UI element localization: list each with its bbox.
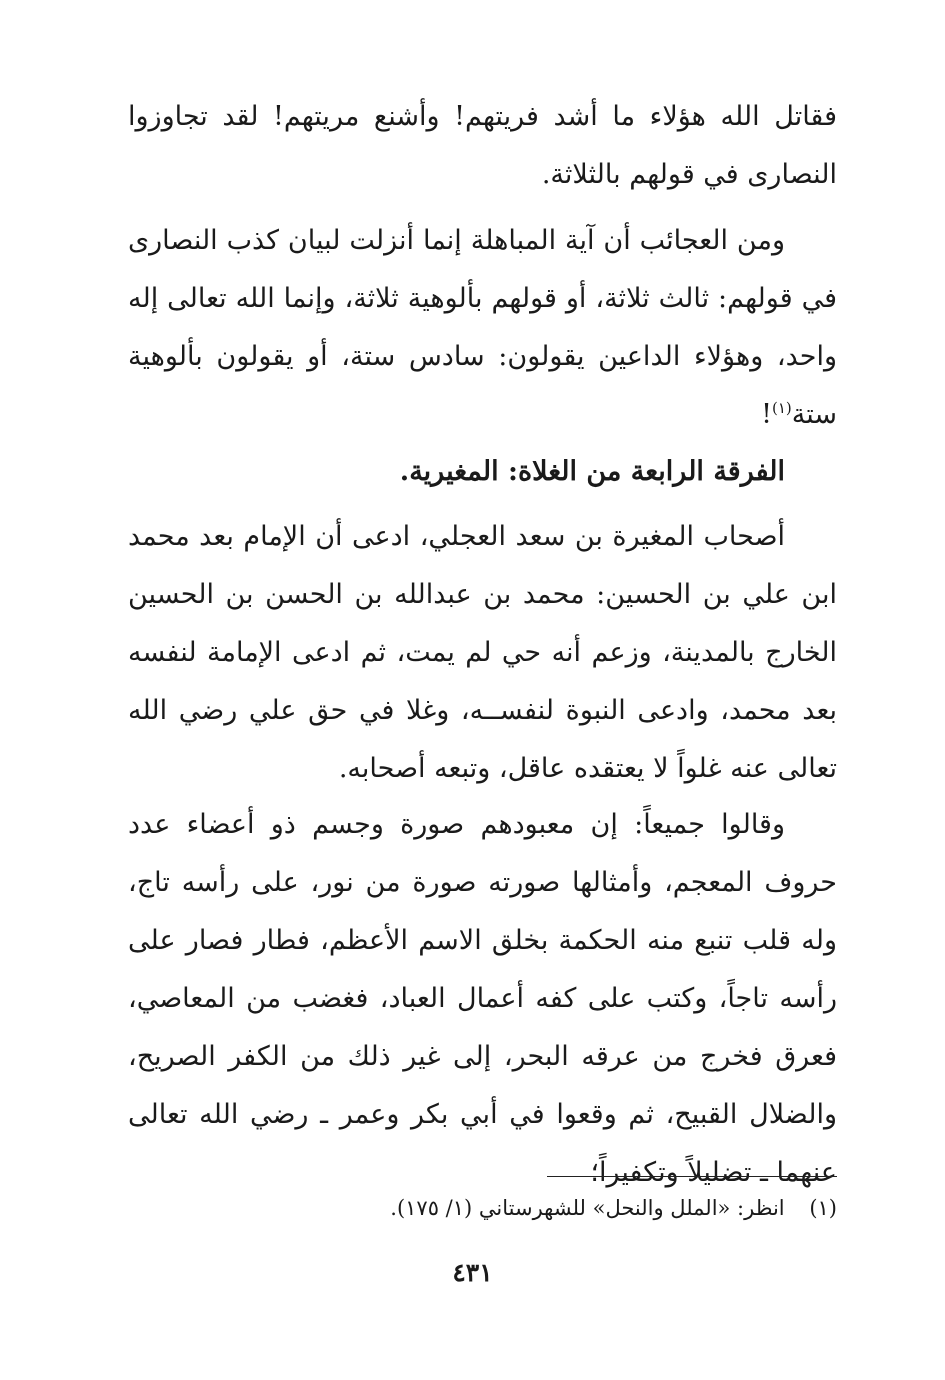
paragraph-2 <box>128 212 837 444</box>
paragraph-4 <box>128 796 837 1202</box>
paragraph-3-text: أصحاب المغيرة بن سعد العجلي، ادعى أن الإمام بعد محمد ابن علي بن الحسين: محمد بن عبدالله بن الحسن بن الحسين الخارج بالمدينة، وزعم أنه حي لم يمت، ثم ادعى الإمامة لنفسه بعد محمد، وادعى النبوة لنفســه، وغلا في حق علي رضي الله تعالى عنه غلواً لا يعتقده عاقل، وتبعه أصحابه. <box>128 521 837 784</box>
paragraph-3 <box>128 508 837 798</box>
footnote-divider <box>547 1176 837 1177</box>
paragraph-1 <box>128 88 837 204</box>
paragraph-4-text: وقالوا جميعاً: إن معبودهم صورة وجسم ذو أعضاء عدد حروف المعجم، وأمثالها صورته صورة من نور، على رأسه تاج، وله قلب تنبع منه الحكمة بخلق الاسم الأعظم، فطار فصار على رأسه تاجاً، وكتب على كفه أعمال العباد، فغضب من المعاصي، فعرق فخرج من عرقه البحر، إلى غير ذلك من الكفر الصريح، والضلال القبيح، ثم وقعوا في أبي بكر وعمر ـ رضي الله تعالى عنهما ـ تضليلاً وتكفيراً؛ <box>128 809 837 1188</box>
page-number: ٤٣١ <box>452 1258 493 1287</box>
footnote-number: (١) <box>809 1196 837 1220</box>
footnote <box>128 1192 837 1224</box>
section-heading: الفرقة الرابعة من الغلاة: المغيرية. <box>399 456 785 487</box>
paragraph-2-text: ومن العجائب أن آية المباهلة إنما أنزلت لبيان كذب النصارى في قولهم: ثالث ثلاثة، أو قولهم بألوهية ثلاثة، وإنما الله تعالى إله واحد، وهؤلاء الداعين يقولون: سادس ستة، أو يقولون بألوهية ستة <box>128 225 837 430</box>
paragraph-2-ending: ! <box>761 399 772 430</box>
paragraph-1-text: فقاتل الله هؤلاء ما أشد فريتهم! وأشنع مريتهم! لقد تجاوزوا النصارى في قولهم بالثلاثة. <box>128 101 837 190</box>
footnote-reference[interactable]: (١) <box>771 399 792 417</box>
footnote-text: انظر: «الملل والنحل» للشهرستاني (١/ ١٧٥). <box>390 1196 785 1220</box>
